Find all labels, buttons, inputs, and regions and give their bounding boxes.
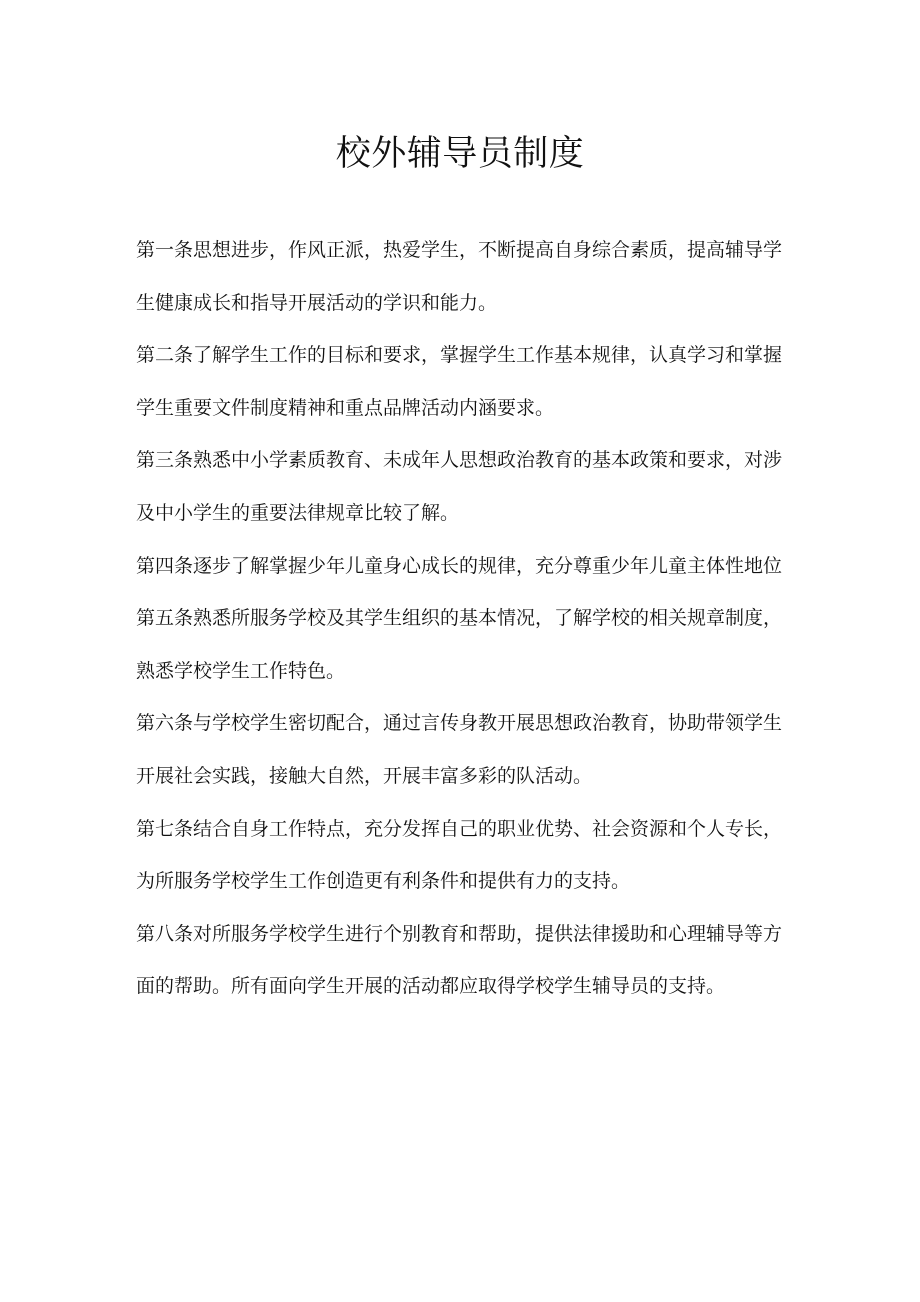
- text-line: 第一条思想进步，作风正派，热爱学生，不断提高自身综合素质，提高辅导学: [136, 239, 783, 261]
- text-line: 第六条与学校学生密切配合，通过言传身教开展思想政治教育，协助带领学生: [136, 712, 783, 735]
- document-body: [136, 226, 783, 1015]
- text-line: 及中小学生的重要法律规章比较了解。: [136, 501, 460, 524]
- page-title: 校外辅导员制度: [335, 134, 585, 174]
- text-line: 第四条逐步了解掌握少年儿童身心成长的规律，充分尊重少年儿童主体性地位: [136, 554, 783, 577]
- text-line: 学生重要文件制度精神和重点品牌活动内涵要求。: [136, 396, 555, 419]
- text-line: 开展社会实践，接触大自然，开展丰富多彩的队活动。: [136, 764, 593, 787]
- text-line: 第二条了解学生工作的目标和要求，掌握学生工作基本规律，认真学习和掌握: [136, 344, 783, 367]
- text-line: 第三条熟悉中小学素质教育、未成年人思想政治教育的基本政策和要求，对涉: [136, 449, 783, 472]
- text-line: 面的帮助。所有面向学生开展的活动都应取得学校学生辅导员的支持。: [136, 975, 726, 998]
- text-line: 第七条结合自身工作特点，充分发挥自己的职业优势、社会资源和个人专长，: [136, 817, 783, 840]
- text-line: 第五条熟悉所服务学校及其学生组织的基本情况，了解学校的相关规章制度，: [136, 607, 783, 630]
- text-line: 生健康成长和指导开展活动的学识和能力。: [136, 291, 498, 314]
- text-line: 第八条对所服务学校学生进行个别教育和帮助，提供法律援助和心理辅导等方: [136, 922, 783, 945]
- text-line: 熟悉学校学生工作特色。: [136, 659, 346, 682]
- text-line: 为所服务学校学生工作创造更有利条件和提供有力的支持。: [136, 870, 631, 893]
